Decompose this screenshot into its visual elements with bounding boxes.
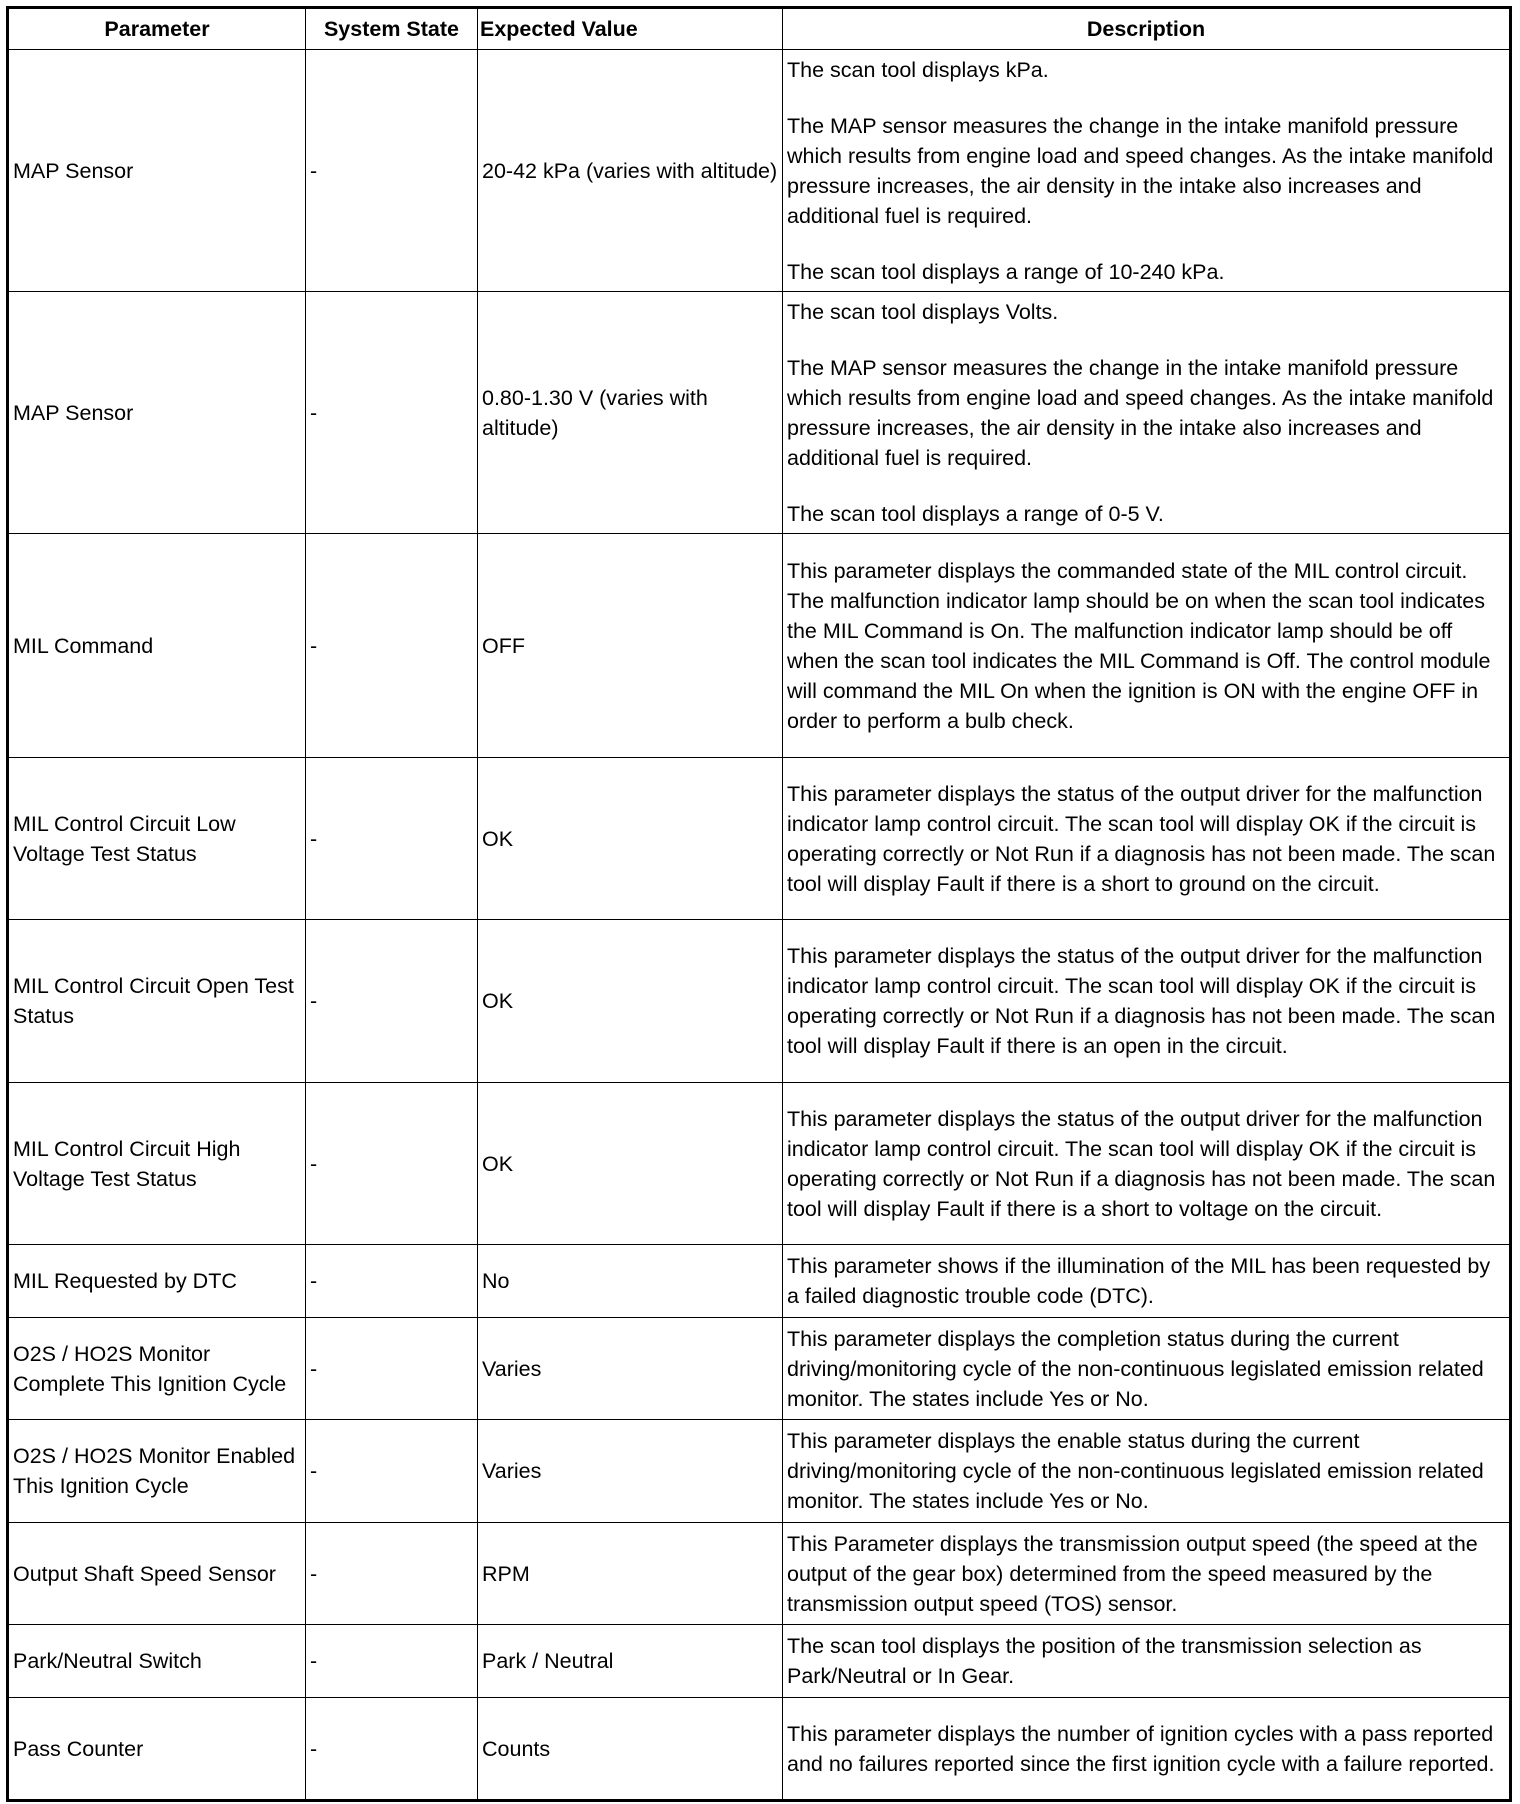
description-cell [783, 920, 1511, 1083]
expected-value-cell: Varies [478, 1318, 783, 1420]
header-parameter: Parameter [8, 8, 306, 50]
table-row [8, 50, 1511, 292]
description-cell [783, 1523, 1511, 1625]
description-cell [783, 1318, 1511, 1420]
table-row [8, 1698, 1511, 1801]
parameter-table [6, 6, 1512, 1802]
table-row [8, 1625, 1511, 1698]
header-row [8, 8, 1511, 50]
description-paragraph: This parameter displays the status of the output driver for the malfunction indicator lamp control circuit. The scan tool will display OK if the circuit is operating correctly or Not Run if a diagnosis has not been made. The scan tool will display Fault if there is an open in the circuit. [787, 944, 1496, 1058]
expected-value-cell: Park / Neutral [478, 1625, 783, 1698]
table-row [8, 1318, 1511, 1420]
description-cell [783, 50, 1511, 292]
description-cell [783, 1625, 1511, 1698]
parameter-cell: MIL Control Circuit Low Voltage Test Status [8, 758, 306, 920]
header-system-state: System State [306, 8, 478, 50]
system-state-cell: - [306, 920, 478, 1083]
table-row [8, 758, 1511, 920]
description-paragraph: This parameter displays the status of the output driver for the malfunction indicator lamp control circuit. The scan tool will display OK if the circuit is operating correctly or Not Run if a diagnosis has not been made. The scan tool will display Fault if there is a short to voltage on the circuit. [787, 1106, 1496, 1221]
table-row [8, 292, 1511, 534]
system-state-cell: - [306, 50, 478, 292]
header-description: Description [783, 8, 1511, 50]
table-row [8, 1245, 1511, 1318]
system-state-cell: - [306, 1245, 478, 1318]
expected-value-cell: RPM [478, 1523, 783, 1625]
header-expected-value: Expected Value [478, 8, 783, 50]
expected-value-cell: 20-42 kPa (varies with altitude) [478, 50, 783, 292]
description-cell [783, 1420, 1511, 1523]
description-paragraph: The scan tool displays the position of the transmission selection as Park/Neutral or In Gear. [787, 1634, 1422, 1688]
description-cell [783, 758, 1511, 920]
expected-value-cell: OK [478, 758, 783, 920]
system-state-cell: - [306, 1625, 478, 1698]
parameter-cell: MIL Requested by DTC [8, 1245, 306, 1318]
description-cell [783, 534, 1511, 758]
parameter-cell: O2S / HO2S Monitor Enabled This Ignition Cycle [8, 1420, 306, 1523]
expected-value-cell: Varies [478, 1420, 783, 1523]
expected-value-cell: No [478, 1245, 783, 1318]
parameter-cell: Park/Neutral Switch [8, 1625, 306, 1698]
description-paragraph: The scan tool displays a range of 0-5 V. [787, 501, 1164, 526]
expected-value-cell: OK [478, 1083, 783, 1245]
description-cell [783, 292, 1511, 534]
system-state-cell: - [306, 1698, 478, 1801]
parameter-cell: Output Shaft Speed Sensor [8, 1523, 306, 1625]
system-state-cell: - [306, 1318, 478, 1420]
description-paragraph: This parameter displays the commanded state of the MIL control circuit. The malfunction indicator lamp should be on when the scan tool indicates the MIL Command is On. The malfunction indicator lamp should be off when the scan tool indicates the MIL Command is Off. The control module will command the MIL On when the ignition is ON with the engine OFF in order to perform a bulb check. [787, 558, 1491, 733]
system-state-cell: - [306, 534, 478, 758]
system-state-cell: - [306, 1420, 478, 1523]
system-state-cell: - [306, 758, 478, 920]
parameter-cell: MIL Command [8, 534, 306, 758]
description-paragraph: The MAP sensor measures the change in the intake manifold pressure which results from engine load and speed changes. As the intake manifold pressure increases, the air density in the intake also increases and additional fuel is required. [787, 113, 1494, 228]
table-row [8, 534, 1511, 758]
expected-value-cell: OFF [478, 534, 783, 758]
description-paragraph: The scan tool displays kPa. [787, 57, 1049, 82]
description-paragraph: This parameter displays the number of ignition cycles with a pass reported and no failures reported since the first ignition cycle with a failure reported. [787, 1721, 1495, 1776]
system-state-cell: - [306, 1523, 478, 1625]
description-cell [783, 1245, 1511, 1318]
description-paragraph: This parameter displays the completion status during the current driving/monitoring cycle of the non-continuous legislated emission related monitor. The states include Yes or No. [787, 1326, 1484, 1411]
parameter-cell: MIL Control Circuit Open Test Status [8, 920, 306, 1083]
description-paragraph: The scan tool displays Volts. [787, 299, 1059, 324]
table-row [8, 1420, 1511, 1523]
expected-value-cell: 0.80-1.30 V (varies with altitude) [478, 292, 783, 534]
expected-value-cell: Counts [478, 1698, 783, 1801]
parameter-cell: MIL Control Circuit High Voltage Test Status [8, 1083, 306, 1245]
expected-value-cell: OK [478, 920, 783, 1083]
parameter-cell: O2S / HO2S Monitor Complete This Ignition Cycle [8, 1318, 306, 1420]
description-cell [783, 1083, 1511, 1245]
description-paragraph: This parameter displays the status of the output driver for the malfunction indicator lamp control circuit. The scan tool will display OK if the circuit is operating correctly or Not Run if a diagnosis has not been made. The scan tool will display Fault if there is a short to ground on the circuit. [787, 781, 1496, 896]
description-paragraph: This parameter displays the enable status during the current driving/monitoring cycle of the non-continuous legislated emission related monitor. The states include Yes or No. [787, 1429, 1484, 1513]
description-paragraph: The scan tool displays a range of 10-240 kPa. [787, 259, 1225, 284]
description-paragraph: The MAP sensor measures the change in the intake manifold pressure which results from engine load and speed changes. As the intake manifold pressure increases, the air density in the intake also increases and additional fuel is required. [787, 355, 1494, 470]
table-row [8, 1523, 1511, 1625]
table-row [8, 920, 1511, 1083]
parameter-cell: MAP Sensor [8, 50, 306, 292]
description-paragraph: This Parameter displays the transmission output speed (the speed at the output of the gear box) determined from the speed measured by the transmission output speed (TOS) sensor. [787, 1531, 1478, 1616]
parameter-cell: MAP Sensor [8, 292, 306, 534]
system-state-cell: - [306, 292, 478, 534]
table-row [8, 1083, 1511, 1245]
description-cell [783, 1698, 1511, 1801]
system-state-cell: - [306, 1083, 478, 1245]
parameter-cell: Pass Counter [8, 1698, 306, 1801]
description-paragraph: This parameter shows if the illumination of the MIL has been requested by a failed diagnostic trouble code (DTC). [787, 1254, 1491, 1308]
